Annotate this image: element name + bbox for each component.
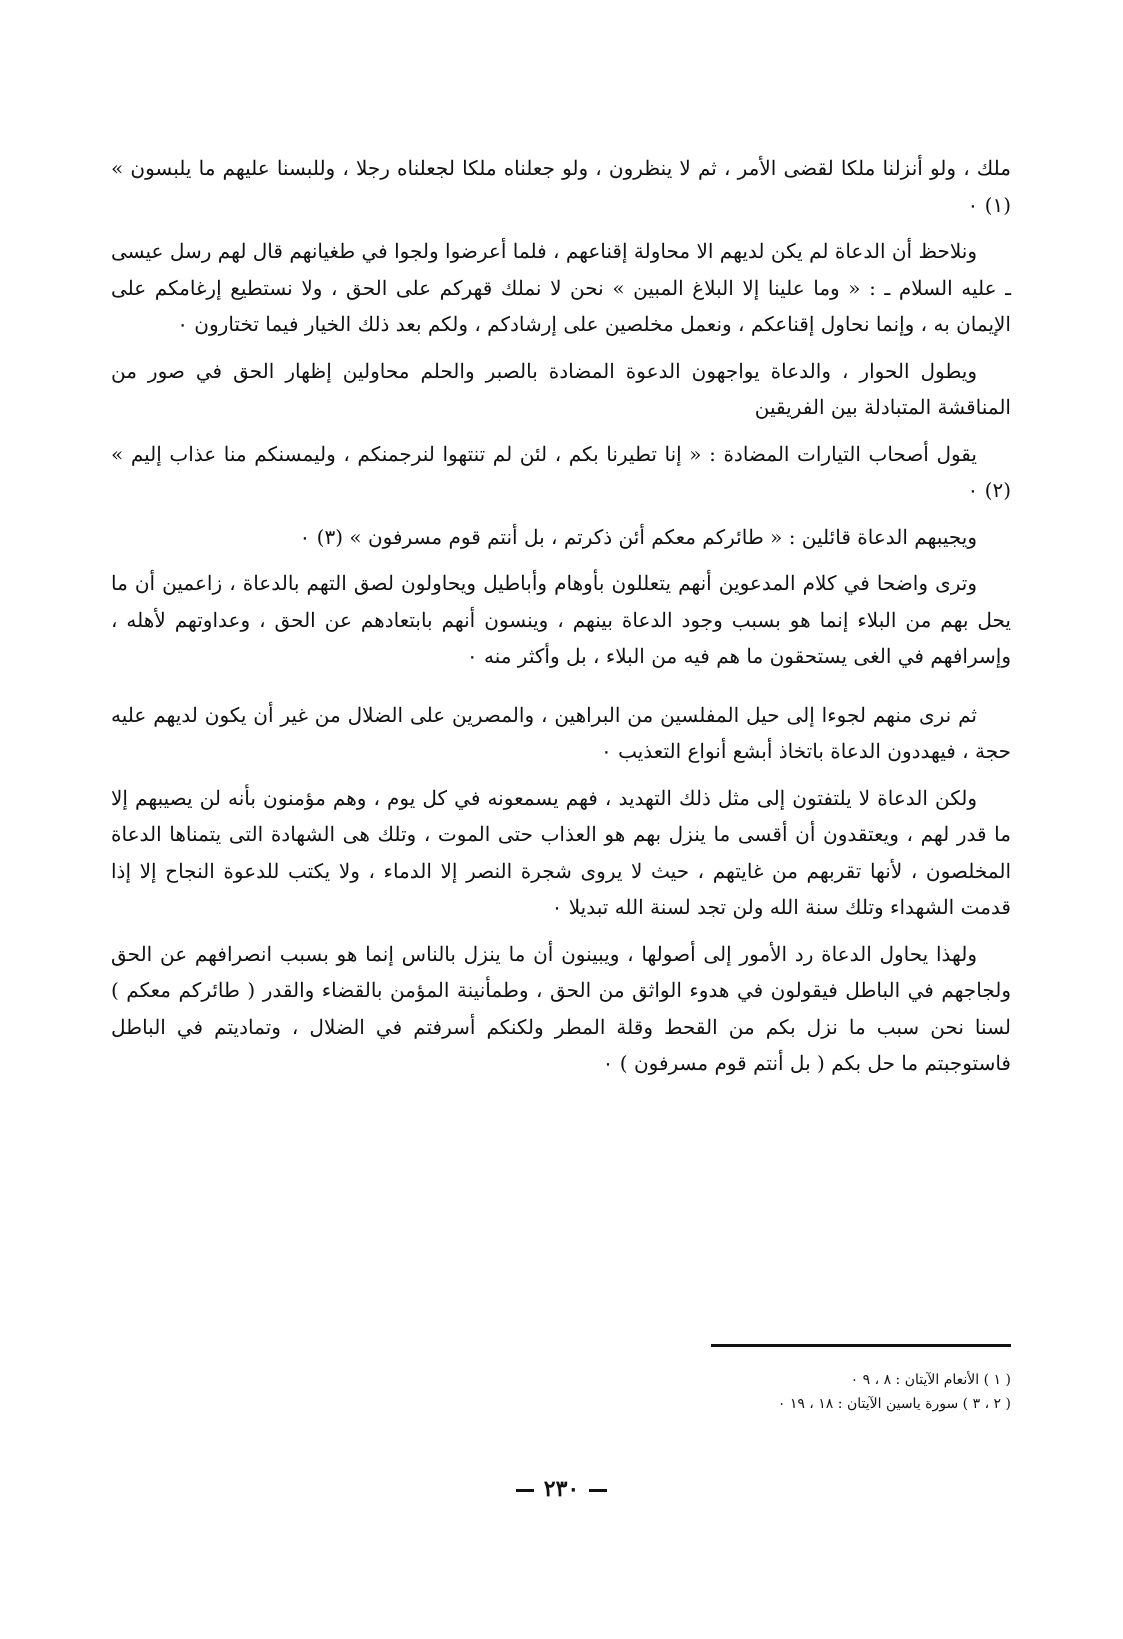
footnote-1: ( ١ ) الأنعام الآيتان : ٨ ، ٩ ٠ bbox=[850, 1372, 1011, 1388]
paragraph-4: يقول أصحاب التيارات المضادة : « إنا تطيرنا بكم ، لئن لم تنتهوا لنرجمنكم ، وليمسنكم منا عذاب إليم » (٢) ٠ bbox=[111, 441, 1011, 502]
page-number-dash-left bbox=[589, 1489, 607, 1492]
body-text bbox=[111, 150, 1011, 1082]
footnote-divider bbox=[711, 1344, 1011, 1347]
paragraph-3: ويطول الحوار ، والدعاة يواجهون الدعوة المضادة بالصبر والحلم محاولين إظهار الحق في صور من المناقشة المتبادلة بين الفريقين bbox=[111, 358, 1011, 419]
page-number-dash-right bbox=[516, 1489, 534, 1492]
paragraph-6: وترى واضحا في كلام المدعوين أنهم يتعللون بأوهام وأباطيل ويحاولون لصق التهم بالدعاة ، زاعمين أن ما يحل بهم من البلاء إنما هو بسبب وجود الدعاة بينهم ، وينسون أنهم بابتعادهم عن الحق ، وعداوتهم لأهله ، وإسرافهم في الغى يستحقون ما هم فيه من البلاء ، بل وأكثر منه ٠ bbox=[111, 571, 1011, 668]
paragraph-9: ولهذا يحاول الدعاة رد الأمور إلى أصولها ، ويبينون أن ما ينزل بالناس إنما هو بسبب انصرافهم عن الحق ولجاجهم في الباطل فيقولون في هدوء الواثق من الحق ، وطمأنينة المؤمن بالقضاء والقدر ( طائركم معكم ) لسنا نحن سبب ما نزل بكم من القحط وقلة المطر ولكنكم أسرفتم في الضلال ، وتماديتم في الباطل فاستوجبتم ما حل بكم ( بل أنتم قوم مسرفون ) ٠ bbox=[111, 941, 1011, 1075]
page-number bbox=[0, 1476, 1123, 1502]
paragraph-2: ونلاحظ أن الدعاة لم يكن لديهم الا محاولة إقناعهم ، فلما أعرضوا ولجوا في طغيانهم قال لهم رسل عيسى ـ عليه السلام ـ : « وما علينا إلا البلاغ المبين » نحن لا نملك قهركم على الحق ، ولا نستطيع إرغامكم على الإيمان به ، وإنما نحاول إقناعكم ، ونعمل مخلصين على إرشادكم ، ولكم بعد ذلك الخيار فيما تختارون ٠ bbox=[111, 239, 1011, 336]
paragraph-8: ولكن الدعاة لا يلتفتون إلى مثل ذلك التهديد ، فهم يسمعونه في كل يوم ، وهم مؤمنون بأنه لن يصيبهم إلا ما قدر لهم ، ويعتقدون أن أقسى ما ينزل بهم هو العذاب حتى الموت ، وتلك هى الشهادة التى يتمناها الدعاة المخلصون ، لأنها تقربهم من غايتهم ، حيث لا يروى شجرة النصر إلا الدماء ، ولا يكتب للدعوة النجاح إلا إذا قدمت الشهداء وتلك سنة الله ولن تجد لسنة الله تبديلا ٠ bbox=[111, 785, 1011, 919]
paragraph-1: ملك ، ولو أنزلنا ملكا لقضى الأمر ، ثم لا ينظرون ، ولو جعلناه ملكا لجعلناه رجلا ، وللبسنا عليهم ما يلبسون » (١) ٠ bbox=[111, 156, 1011, 217]
paragraph-5: ويجيبهم الدعاة قائلين : « طائركم معكم أئن ذكرتم ، بل أنتم قوم مسرفون » (٣) ٠ bbox=[299, 524, 977, 549]
footnotes bbox=[111, 1368, 1011, 1416]
paragraph-7: ثم نرى منهم لجوءا إلى حيل المفلسين من البراهين ، والمصرين على الضلال من غير أن يكون لديهم عليه حجة ، فيهددون الدعاة باتخاذ أبشع أنواع التعذيب ٠ bbox=[111, 702, 1011, 763]
footnote-2: ( ٢ ، ٣ ) سورة ياسين الآيتان : ١٨ ، ١٩ ٠ bbox=[777, 1396, 1011, 1412]
page-number-value: ٢٣٠ bbox=[543, 1476, 580, 1502]
page-body bbox=[111, 150, 1011, 1092]
